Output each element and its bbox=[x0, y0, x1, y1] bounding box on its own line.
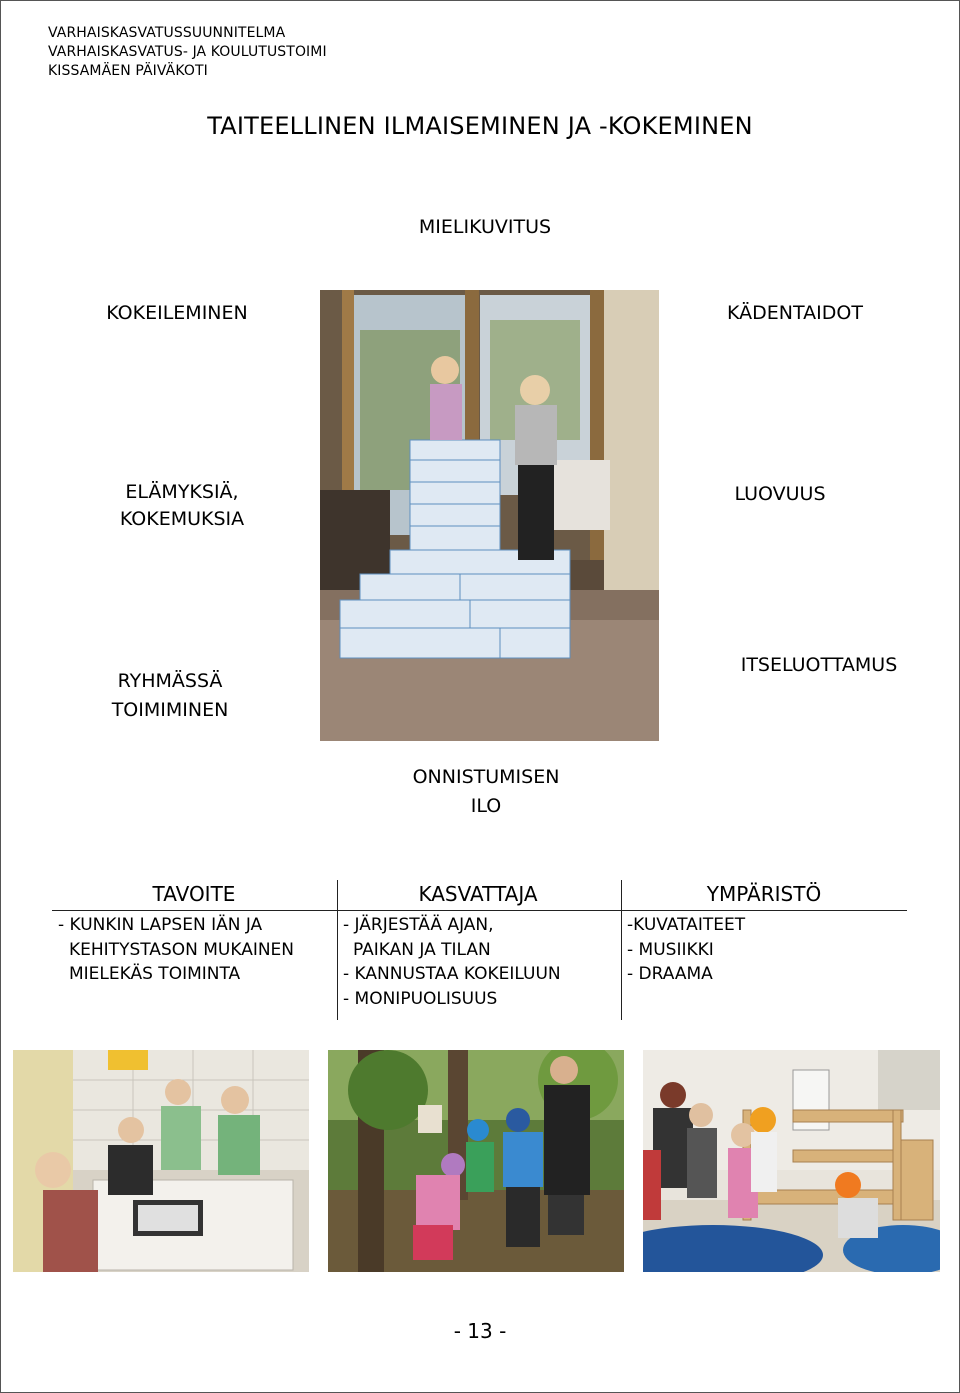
list-item: - KANNUSTAA KOKEILUUN bbox=[343, 964, 561, 984]
photo-children-washing bbox=[13, 1050, 309, 1272]
concept-itseluottamus: ITSELUOTTAMUS bbox=[740, 654, 898, 676]
concept-onnistumisen-line1: ONNISTUMISEN bbox=[412, 766, 560, 788]
table-header-rule bbox=[52, 910, 907, 911]
column-header-tavoite: TAVOITE bbox=[152, 882, 236, 906]
page-number: - 13 - bbox=[453, 1319, 507, 1343]
tavoite-list bbox=[58, 913, 294, 987]
concept-luovuus: LUOVUUS bbox=[734, 483, 826, 505]
ymparisto-list bbox=[627, 913, 745, 987]
list-item: MIELEKÄS TOIMINTA bbox=[69, 964, 241, 984]
photo-children-drama bbox=[643, 1050, 940, 1272]
list-item: - DRAAMA bbox=[627, 964, 713, 984]
list-item: - MUSIIKKI bbox=[627, 939, 714, 960]
header-line-2: VARHAISKASVATUS- JA KOULUTUSTOIMI bbox=[48, 44, 327, 60]
header-line-3: KISSAMÄEN PÄIVÄKOTI bbox=[48, 63, 208, 79]
list-item: - KUNKIN LAPSEN IÄN JA bbox=[58, 915, 263, 935]
table-divider-2 bbox=[621, 880, 622, 1020]
concept-mielikuvitus: MIELIKUVITUS bbox=[418, 216, 552, 238]
list-item: -KUVATAITEET bbox=[627, 915, 746, 935]
concept-ryhmassa-line2: TOIMIMINEN bbox=[111, 699, 229, 721]
list-item: PAIKAN JA TILAN bbox=[353, 939, 491, 960]
photo-children-in-forest bbox=[328, 1050, 624, 1272]
concept-elamyksia-line2: KOKEMUKSIA bbox=[119, 508, 245, 530]
concept-kadentaidot: KÄDENTAIDOT bbox=[727, 302, 863, 324]
table-divider-1 bbox=[337, 880, 338, 1020]
list-item: KEHITYSTASON MUKAINEN bbox=[69, 939, 295, 960]
concept-onnistumisen-line2: ILO bbox=[470, 795, 502, 817]
header-line-1: VARHAISKASVATUSSUUNNITELMA bbox=[48, 25, 286, 41]
list-item: - JÄRJESTÄÄ AJAN, bbox=[343, 915, 494, 935]
concept-ryhmassa-line1: RYHMÄSSÄ bbox=[117, 670, 223, 692]
list-item: - MONIPUOLISUUS bbox=[343, 988, 498, 1009]
column-header-ymparisto: YMPÄRISTÖ bbox=[706, 882, 822, 906]
kasvattaja-list bbox=[343, 913, 561, 1011]
photo-milk-carton-castle bbox=[320, 290, 659, 741]
page-title: TAITEELLINEN ILMAISEMINEN JA -KOKEMINEN bbox=[207, 112, 753, 140]
concept-kokeileminen: KOKEILEMINEN bbox=[106, 302, 248, 324]
concept-elamyksia-line1: ELÄMYKSIÄ, bbox=[125, 481, 239, 503]
column-header-kasvattaja: KASVATTAJA bbox=[418, 882, 538, 906]
